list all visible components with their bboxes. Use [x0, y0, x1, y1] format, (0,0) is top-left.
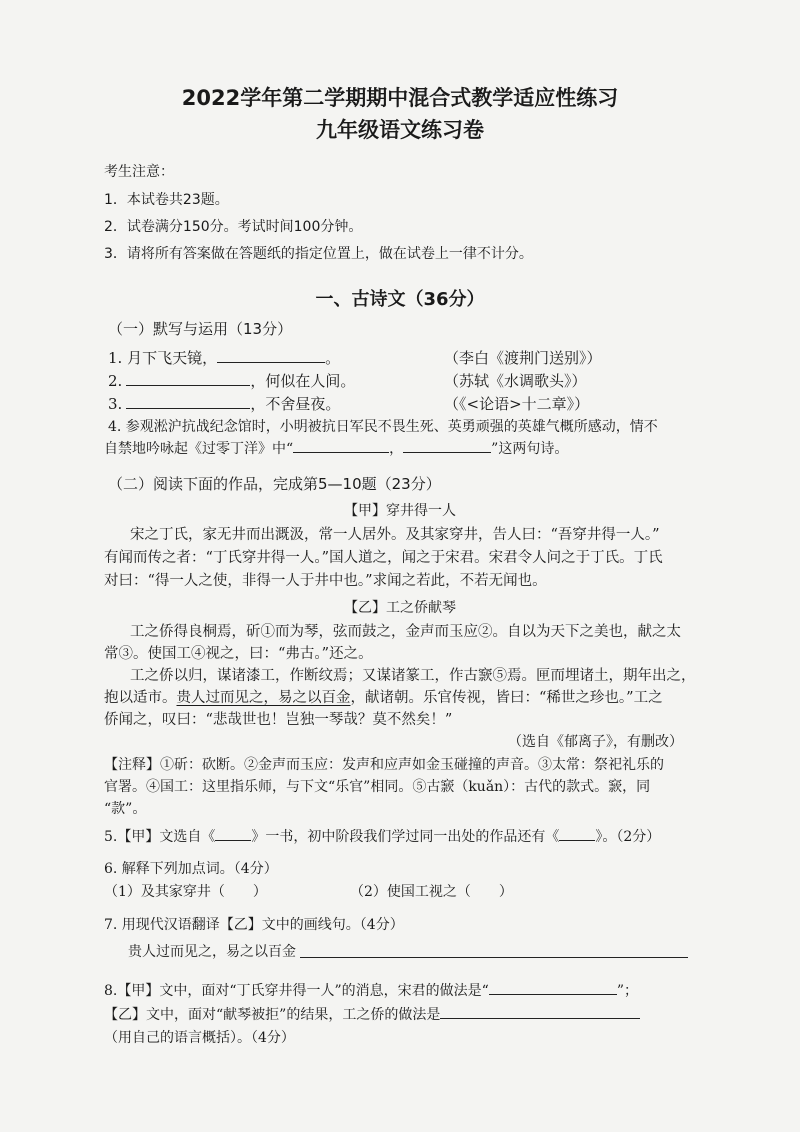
q8-line2: [104, 1004, 640, 1024]
passage-yi-line: 侨闻之，叹曰：“悲哉世也！岂独一琴哉？莫不然矣！”: [104, 712, 453, 728]
exam-title: 2022学年第二学期期中混合式教学适应性练习: [181, 86, 619, 110]
part2-title: （二）阅读下面的作品，完成第5—10题（23分）: [108, 475, 441, 493]
notice-item: 1．本试卷共23题。: [104, 192, 229, 208]
notes-line: 【注释】①斫：砍断。②金声而玉应：发声和应声如金玉碰撞的声音。③太常：祭祀礼乐的: [104, 757, 664, 773]
q6-item-2: （2）使国工视之（ ）: [350, 884, 513, 900]
q6-item-1: （1）及其家穿井（ ）: [104, 884, 267, 900]
q5-blank-2[interactable]: [559, 826, 595, 841]
q4-blank-2[interactable]: [403, 438, 491, 453]
passage-yi-line: 工之侨得良桐焉，斫①而为琴，弦而鼓之，金声而玉应②。自以为天下之美也，献之太: [130, 624, 681, 640]
part1-title: （一）默写与运用（13分）: [108, 320, 293, 338]
exam-subtitle: 九年级语文练习卷: [316, 118, 484, 142]
notice-item: 3．请将所有答案做在答题纸的指定位置上，做在试卷上一律不计分。: [104, 246, 533, 262]
section-title: 一、古诗文（36分）: [315, 289, 485, 310]
q5-text: 》一书，初中阶段我们学过同一出处的作品还有《: [251, 829, 560, 845]
q8-line3: （用自己的语言概括）。（4分）: [104, 1030, 295, 1046]
q5-end: 》。（2分）: [595, 829, 661, 845]
q1-blank[interactable]: [217, 348, 325, 363]
q4-line2: [104, 438, 568, 458]
q5: [104, 826, 660, 846]
q7-sentence: 贵人过而见之，易之以百金: [128, 944, 296, 960]
q8-text: ”；: [616, 983, 638, 999]
q8-blank-2[interactable]: [440, 1004, 640, 1019]
q2-blank[interactable]: [126, 371, 250, 386]
q3: [108, 393, 340, 414]
passage-yi-text: ，献诸朝。乐官传视，皆曰：“稀世之珍也。”工之: [350, 690, 663, 706]
q3-text: ，不舍昼夜。: [250, 395, 341, 413]
q4-comma: ，: [389, 441, 404, 457]
q2-number: 2.: [108, 372, 123, 390]
q1-text: 1. 月下飞天镜，: [108, 349, 218, 367]
notice-item: 2．试卷满分150分。考试时间100分钟。: [104, 219, 363, 235]
q3-number: 3.: [108, 395, 123, 413]
q2-text: ，何似在人间。: [250, 372, 356, 390]
passage-yi-line: 工之侨以归，谋诸漆工，作断纹焉；又谋诸篆工，作古窾⑤焉。匣而埋诸土，期年出之，: [130, 668, 696, 684]
q2-source: （苏轼《水调歌头》）: [444, 372, 587, 390]
passage-source: （选自《郁离子》，有删改）: [508, 734, 683, 750]
q8-line1: [104, 980, 638, 1000]
passage-jia-line: 对曰：“得一人之使，非得一人于井中也。”求闻之若此，不若无闻也。: [104, 573, 547, 589]
passage-yi-line: 常③。使国工④视之，曰：“弗古。”还之。: [104, 646, 373, 662]
q7-answer-line[interactable]: [300, 957, 688, 958]
q8-blank-1[interactable]: [489, 980, 617, 995]
q5-blank-1[interactable]: [215, 826, 251, 841]
passage-jia-line: 宋之丁氏，家无井而出溉汲，常一人居外。及其家穿井，告人曰：“吾穿井得一人。”: [130, 527, 660, 543]
q8-text: 【乙】文中，面对“献琴被拒”的结果，工之侨的做法是: [104, 1007, 441, 1023]
passage-yi-title: 【乙】工之侨献琴: [344, 600, 456, 616]
q8-text: 8.【甲】文中，面对“丁氏穿井得一人”的消息，宋君的做法是“: [104, 983, 489, 999]
q1-source: （李白《渡荆门送别》）: [444, 349, 602, 367]
q5-text: 5.【甲】文选自《: [104, 829, 216, 845]
q1: [108, 347, 340, 368]
q4-line1: 4. 参观淞沪抗战纪念馆时，小明被抗日军民不畏生死、英勇顽强的英雄气概所感动，情不: [108, 419, 658, 435]
q3-source: （《<论语>十二章》）: [444, 395, 590, 413]
q2: [108, 370, 355, 391]
q6: 6. 解释下列加点词。（4分）: [104, 861, 278, 877]
q4-text: 自禁地吟咏起《过零丁洋》中“: [104, 441, 294, 457]
passage-jia-title: 【甲】穿井得一人: [344, 503, 456, 519]
q3-blank[interactable]: [126, 394, 250, 409]
passage-yi-text: 抱以适市。: [104, 690, 177, 706]
notes-line: “款”。: [104, 801, 147, 817]
q1-end: 。: [325, 349, 341, 367]
notes-line: 官署。④国工：这里指乐师，与下文“乐官”相同。⑤古窾（kuǎn）：古代的款式。窾，同: [104, 779, 651, 795]
underlined-sentence: 贵人过而见之，易之以百金: [176, 690, 351, 706]
q4-end: ”这两句诗。: [491, 441, 569, 457]
passage-jia-line: 有闻而传之者：“丁氏穿井得一人。”国人道之，闻之于宋君。宋君令人问之于丁氏。丁氏: [104, 550, 663, 566]
q7: 7. 用现代汉语翻译【乙】文中的画线句。（4分）: [104, 917, 404, 933]
q4-blank-1[interactable]: [293, 438, 389, 453]
passage-yi-line: [104, 686, 663, 707]
notice-heading: 考生注意：: [104, 164, 174, 180]
